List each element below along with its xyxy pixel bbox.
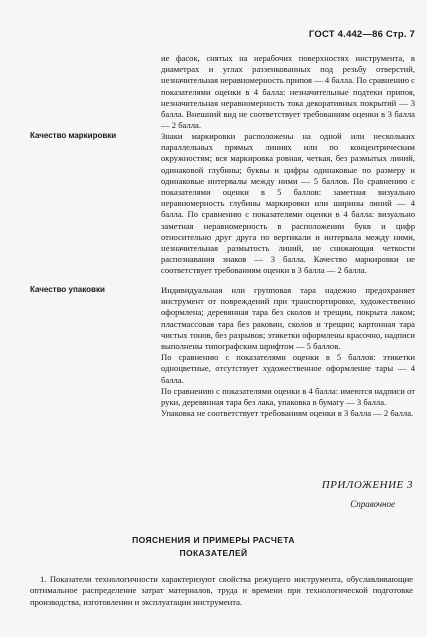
section-title-line: ПОЯСНЕНИЯ И ПРИМЕРЫ РАСЧЕТА: [132, 535, 295, 545]
page-header: ГОСТ 4.442—86 Стр. 7: [308, 29, 415, 40]
appendix-title: ПРИЛОЖЕНИЕ 3: [321, 479, 413, 491]
packaging-paragraph: По сравнению с показателями оценки в 5 баллов: этикетки одноцветные, отсутствует художественное оформление тары — 4 балла.: [161, 352, 415, 385]
packaging-paragraph: Упаковка не соответствует требованиям оценки в 3 балла — 2 балла.: [161, 408, 414, 419]
marking-text: [161, 131, 415, 277]
final-paragraph: 1. Показатели технологичности характеризуют свойства режущего инструмента, обуславливающие оптимальное распределение затрат материалов, труда и времени при технологической подготовке производства, изготовлении и эксплуатации инструмента.: [30, 574, 413, 607]
section-title-line: ПОКАЗАТЕЛЕЙ: [179, 548, 248, 558]
appendix-subtitle: Справочное: [350, 499, 395, 509]
packaging-label: Качество упаковки: [30, 285, 105, 294]
packaging-paragraph: Индивидуальная или групповая тара надежно предохраняет инструмент от повреждений при транспортировке, художественно оформлена; деревянная тара без сколов и трещин, покрыта лаком; пластмассовая тара без раковин, сколов и трещин; картонная тара чистых тонов, без разрывов; этикетки оформлены красочно, надписи выполнены типографским шрифтом — 5 баллов.: [161, 285, 415, 352]
packaging-paragraph: По сравнению с показателями оценки в 4 балла: имеются надписи от руки, деревянная тара без лака, упаковка в бумагу — 3 балла.: [161, 385, 415, 408]
marking-paragraph: Знаки маркировки расположены на одной или нескольких параллельных прямых линиях или по концентрическим окружностям; вся маркировка ровная, четкая, без размытых линий, одинаковой глубины; буквы и цифры одинаковые по размеру и одинаковые интервалы между ними — 5 баллов. По сравнению с показателями оценки в 5 баллов: заметная визуально неравномерность глубины маркировки или ширины линий — 4 балла. По сравнению с показателями оценки в 4 балла: визуально заметная неравномерность в расположении букв и цифр относительно друг друга по вертикали и интервала между ними, незначительная размытость линий, не снижающая четкости распознавания знаков — 3 балла. Качество маркировки не соответствует требованиям оценки в 3 балла — 2 балла.: [161, 131, 415, 276]
appendix-heading: [322, 479, 413, 509]
continuation-paragraph: ие фасок, снятых на нерабочих поверхностях инструмента, в диаметрах и углах раззенкованных под резьбу отверстий, незначительная неравномерность припоя — 4 балла. По сравнению с показателями оценки в 4 балла: незначительные подтеки припоя, незначительная неравномерность тока декоративных покрытий — 3 балла. Внешний вид не соответствует требованиям оценки в 3 балла — 2 балла.: [161, 53, 415, 131]
continuation-text: [161, 53, 415, 131]
section-title: [0, 534, 427, 560]
packaging-text: [161, 285, 415, 419]
marking-label: Качество маркировки: [30, 131, 117, 140]
